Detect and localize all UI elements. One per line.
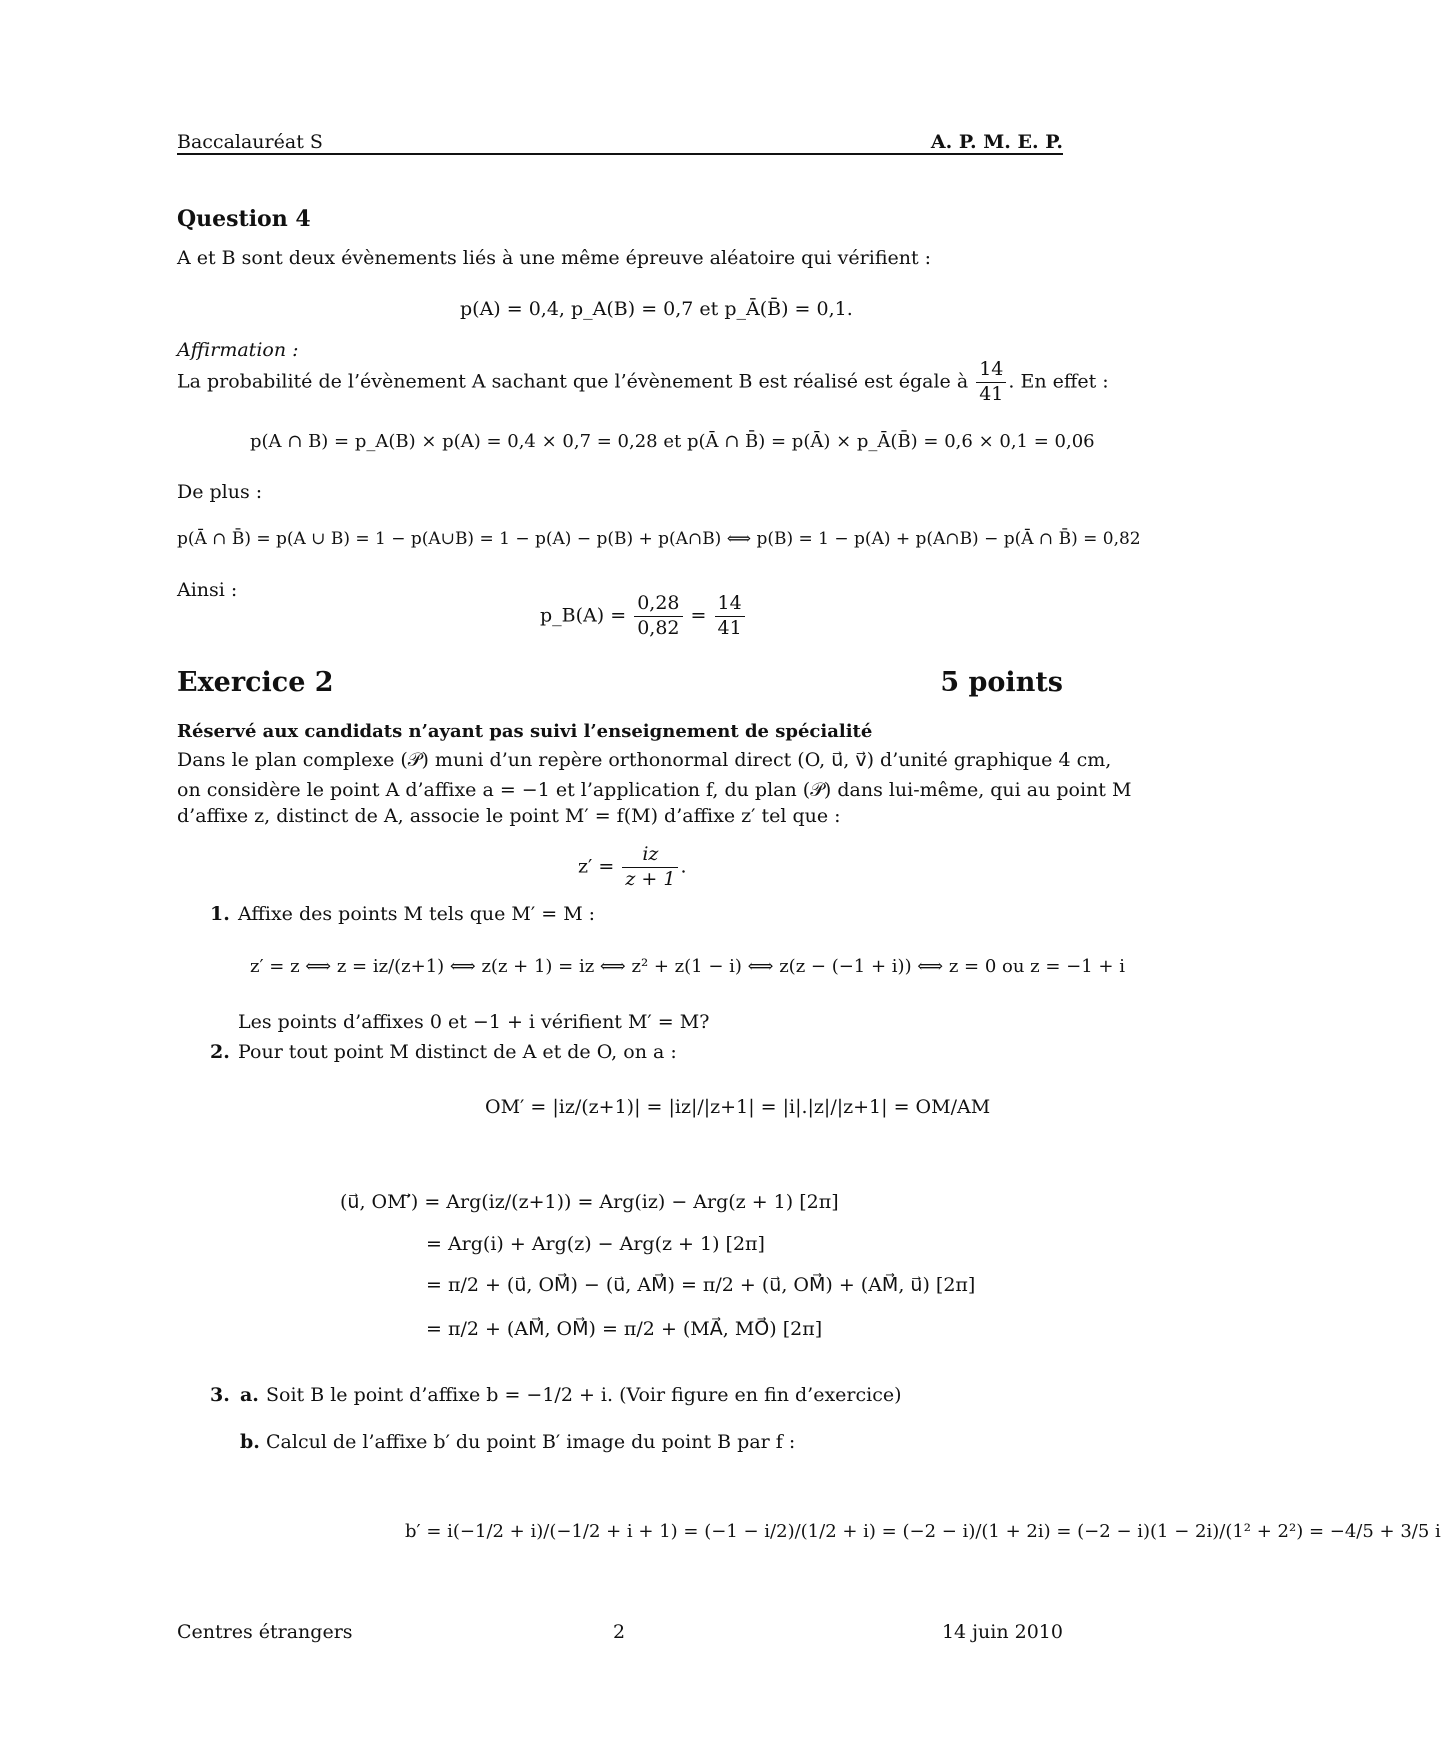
q2-equation-1: OM′ = |iz/(z+1)| = |iz|/|z+1| = |i|.|z|/|z+1| = OM/AM xyxy=(485,1096,991,1118)
q1-text: Affixe des points M tels que M′ = M : xyxy=(238,903,596,925)
q3a-text: Soit B le point d’affixe b = −1/2 + i. (Voir figure en fin d’exercice) xyxy=(266,1384,902,1406)
fraction-numerator: iz xyxy=(622,843,678,868)
def-lhs: z′ = xyxy=(578,855,615,878)
exercise-2-title: Exercice 2 xyxy=(177,667,334,698)
fraction-denominator: z + 1 xyxy=(625,867,676,890)
q1-number: 1. xyxy=(210,903,230,925)
fraction-denominator: 0,82 xyxy=(637,616,680,639)
fraction-numerator: 14 xyxy=(976,358,1006,383)
q3b-label: b. xyxy=(240,1431,260,1453)
q4-deplus: De plus : xyxy=(177,481,263,503)
q1-conclusion: Les points d’affixes 0 et −1 + i vérifient M′ = M? xyxy=(238,1011,710,1033)
q2-line-3: = π/2 + (u⃗, OM⃗) − (u⃗, AM⃗) = π/2 + (u⃗, OM⃗) + (AM⃗, u⃗) [2π] xyxy=(426,1274,976,1296)
eq3-fraction-2 xyxy=(715,592,745,641)
q3b-text: Calcul de l’affixe b′ du point B′ image du point B par f : xyxy=(266,1431,796,1453)
footer-left: Centres étrangers xyxy=(177,1621,353,1643)
q4-equation-2: p(Ā ∩ B̄) = p(A ∪ B) = 1 − p(A∪B) = 1 − p(A) − p(B) + p(A∩B) ⟺ p(B) = 1 − p(A) + p(A∩B) − p(Ā ∩ B̄) = 0,82 xyxy=(177,529,1141,549)
header-rule xyxy=(177,153,1063,155)
eq3-lhs: p_B(A) = xyxy=(540,604,627,627)
q4-equation-1: p(A ∩ B) = p_A(B) × p(A) = 0,4 × 0,7 = 0,28 et p(Ā ∩ B̄) = p(Ā) × p_Ā(B̄) = 0,6 × 0,1 = 0,06 xyxy=(250,431,1095,452)
q1-equation: z′ = z ⟺ z = iz/(z+1) ⟺ z(z + 1) = iz ⟺ z² + z(1 − i) ⟺ z(z − (−1 + i)) ⟺ z = 0 ou z = −1 + i xyxy=(250,956,1125,977)
footer-right: 14 juin 2010 xyxy=(941,1621,1063,1643)
q4-ainsi: Ainsi : xyxy=(177,579,238,601)
q4-given: p(A) = 0,4, p_A(B) = 0,7 et p_Ā(B̄) = 0,1. xyxy=(460,298,853,320)
header-right: A. P. M. E. P. xyxy=(930,131,1063,153)
q2-line-2: = Arg(i) + Arg(z) − Arg(z + 1) [2π] xyxy=(426,1233,765,1255)
q2-number: 2. xyxy=(210,1041,230,1063)
ex2-para-3: d’affixe z, distinct de A, associe le point M′ = f(M) d’affixe z′ tel que : xyxy=(177,805,841,827)
fraction-numerator: 14 xyxy=(715,592,745,617)
ex2-reserved: Réservé aux candidats n’ayant pas suivi l’enseignement de spécialité xyxy=(177,721,873,742)
q4-affirmation-label: Affirmation : xyxy=(177,339,299,361)
ex2-para-2: on considère le point A d’affixe a = −1 et l’application f, du plan (𝒫) dans lui-même, qui au point M xyxy=(177,779,1132,801)
eq3-fraction-1 xyxy=(634,592,682,641)
q4-equation-3: p_B(A) = $\frac{0,28}{0,82}$ = $\frac{14}{41}$ xyxy=(540,592,747,641)
fraction-denominator: 41 xyxy=(717,616,742,639)
q4-intro: A et B sont deux évènements liés à une même épreuve aléatoire qui vérifient : xyxy=(177,247,932,269)
q4-affirmation-fraction xyxy=(976,358,1006,407)
q2-text: Pour tout point M distinct de A et de O, on a : xyxy=(238,1041,677,1063)
footer-page-number: 2 xyxy=(613,1621,626,1643)
question-4-title: Question 4 xyxy=(177,206,311,232)
q4-affirmation xyxy=(177,358,1109,407)
fraction-numerator: 0,28 xyxy=(634,592,682,617)
header-left: Baccalauréat S xyxy=(177,131,323,153)
q4-affirmation-end: . En effet : xyxy=(1008,370,1109,393)
ex2-para-1: Dans le plan complexe (𝒫) muni d’un repère orthonormal direct (O, u⃗, v⃗) d’unité graphique 4 cm, xyxy=(177,749,1112,771)
fraction-denominator: 41 xyxy=(979,382,1004,405)
q3-number: 3. xyxy=(210,1384,230,1406)
ex2-definition: z′ = $\frac{iz}{z + 1}$ . xyxy=(578,843,687,890)
def-fraction xyxy=(622,843,678,892)
q3b-equation: b′ = i(−1/2 + i)/(−1/2 + i + 1) = (−1 − i/2)/(1/2 + i) = (−2 − i)/(1 + 2i) = (−2 − i)(1 − 2i)/(1² + 2²) = −4/5 + 3/5 i xyxy=(405,1521,1441,1542)
exercise-2-points: 5 points xyxy=(940,667,1063,698)
q4-affirmation-text: La probabilité de l’évènement A sachant que l’évènement B est réalisé est égale à xyxy=(177,370,969,393)
q2-line-1: (u⃗, OM′⃗) = Arg(iz/(z+1)) = Arg(iz) − Arg(z + 1) [2π] xyxy=(340,1191,839,1213)
q2-line-4: = π/2 + (AM⃗, OM⃗) = π/2 + (MA⃗, MO⃗) [2π] xyxy=(426,1318,823,1340)
q3a-label: a. xyxy=(240,1384,259,1406)
